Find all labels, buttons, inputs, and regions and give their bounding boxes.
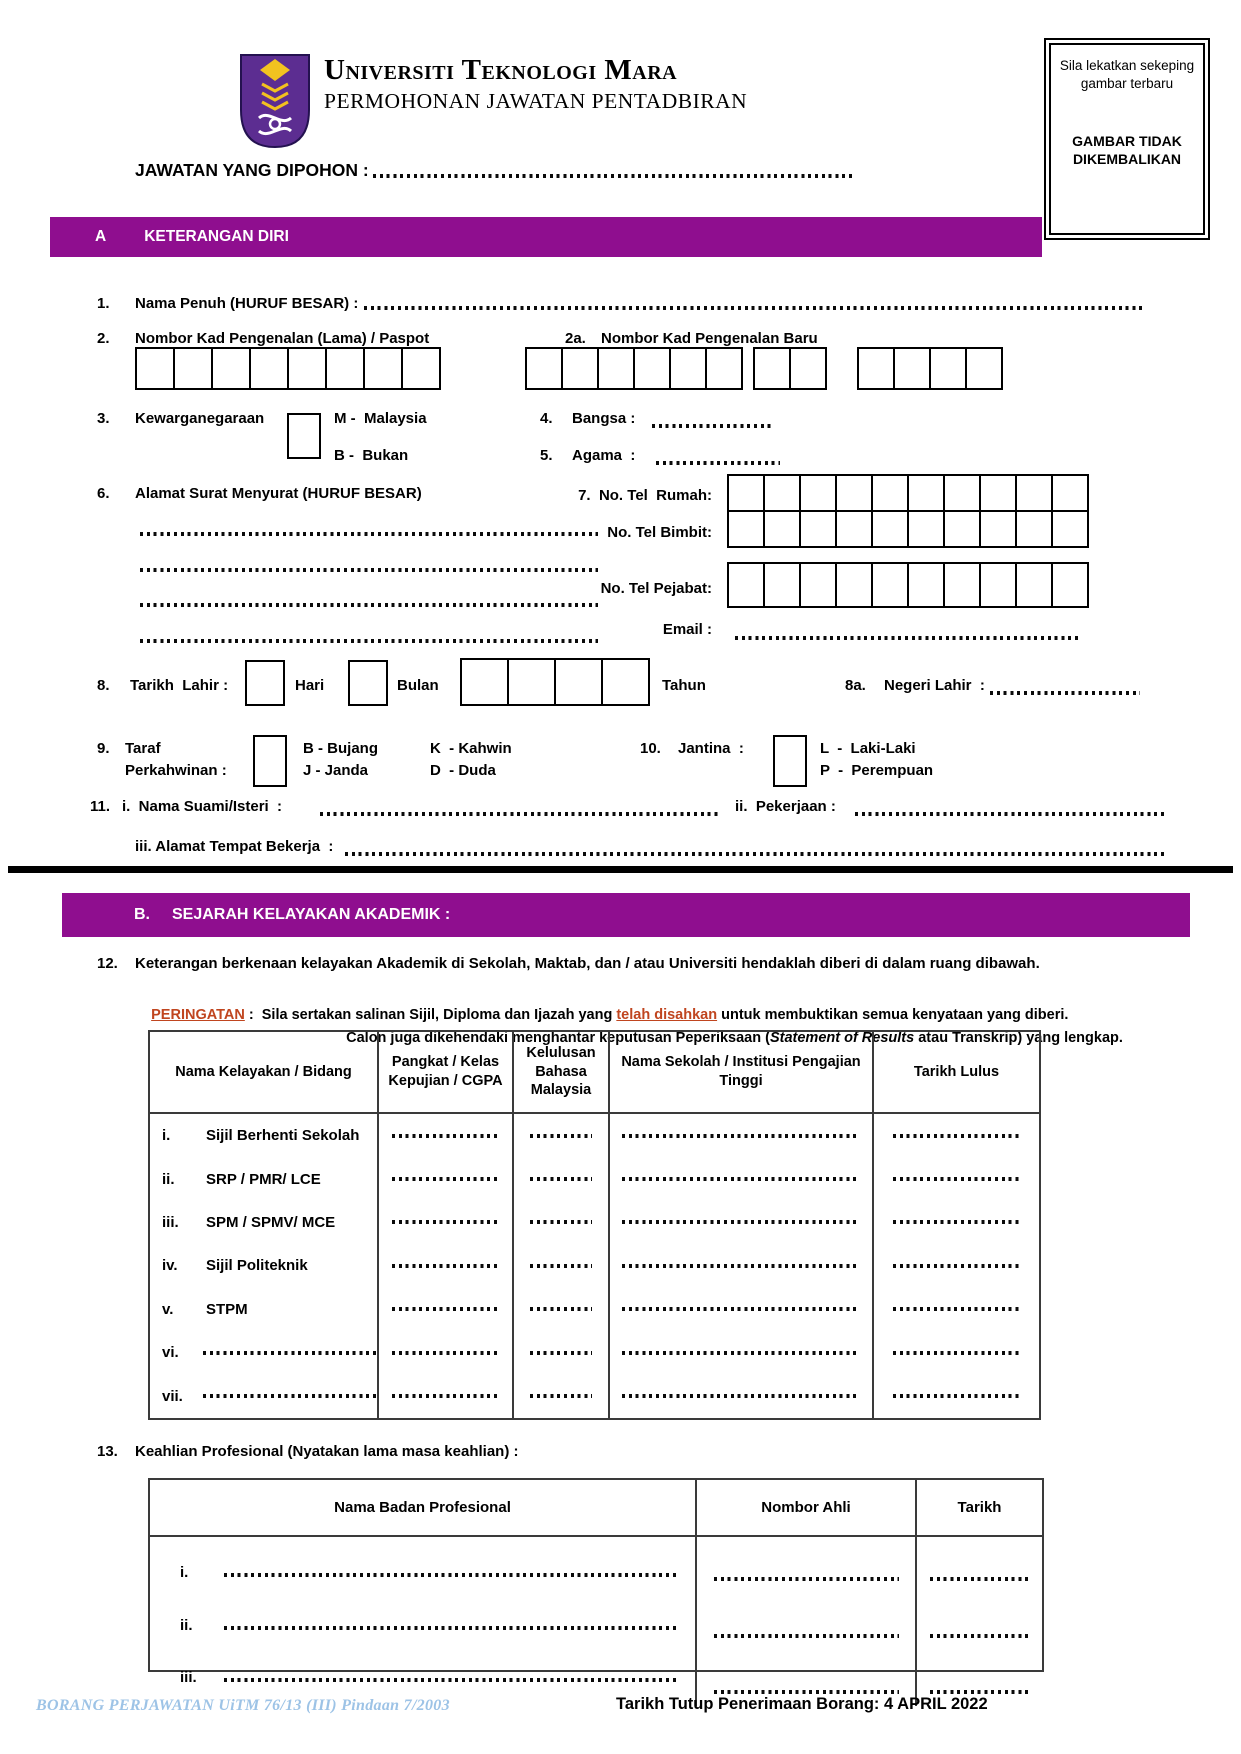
char-box[interactable]	[893, 347, 931, 390]
char-box[interactable]	[943, 474, 981, 512]
prof-col-tarikh	[917, 1537, 1042, 1706]
field-1-label: Nama Penuh (HURUF BESAR) :	[135, 295, 359, 312]
academic-header-kelayakan: Nama Kelayakan / Bidang	[150, 1032, 379, 1112]
char-box[interactable]	[871, 562, 909, 608]
marital-option-duda: D - Duda	[430, 762, 496, 779]
char-box[interactable]	[554, 658, 603, 706]
peringatan-link: telah disahkan	[616, 1007, 718, 1023]
field-1-number: 1.	[97, 295, 110, 312]
char-box[interactable]	[211, 347, 251, 390]
member-date-input-line[interactable]	[930, 1577, 1030, 1581]
marital-status-checkbox[interactable]	[253, 735, 287, 787]
spouse-job-input-line[interactable]	[855, 812, 1165, 816]
char-box[interactable]	[799, 474, 837, 512]
tahun-label: Tahun	[662, 677, 706, 694]
bulan-box[interactable]	[348, 660, 388, 706]
char-box[interactable]	[835, 510, 873, 548]
qualification-name: Sijil Berhenti Sekolah	[206, 1127, 360, 1145]
prof-body-name-input-line[interactable]	[224, 1626, 677, 1630]
academic-header-tarikh: Tarikh Lulus	[913, 1063, 1000, 1080]
field-10-label: Jantina :	[678, 740, 744, 757]
prof-header-nombor: Nombor Ahli	[697, 1480, 917, 1535]
char-box[interactable]	[979, 474, 1017, 512]
citizenship-checkbox[interactable]	[287, 413, 321, 459]
spouse-workplace-input-line[interactable]	[345, 852, 1165, 856]
prof-col-badan: i. ii. iii.	[150, 1537, 697, 1706]
field-8a-label: Negeri Lahir :	[884, 677, 985, 694]
negeri-lahir-input-line[interactable]	[990, 691, 1140, 695]
prof-header-tarikh: Tarikh	[957, 1498, 1002, 1516]
char-box[interactable]	[287, 347, 327, 390]
tel-pejabat-label: No. Tel Pejabat:	[600, 580, 712, 597]
tahun-boxes	[460, 658, 650, 706]
tel-rumah-label: No. Tel Rumah:	[598, 487, 712, 504]
school-input-line[interactable]	[622, 1307, 860, 1311]
field-7-number: 7.	[578, 487, 591, 504]
char-box[interactable]	[249, 347, 289, 390]
field-12-text: Keterangan berkenaan kelayakan Akademik di Sekolah, Maktab, dan / atau Universiti hendaklah diberi di dalam ruang dibawah.	[135, 955, 1040, 972]
grade-input-line[interactable]	[392, 1351, 500, 1355]
peringatan-word: PERINGATAN	[151, 1007, 245, 1023]
bangsa-input-line[interactable]	[652, 424, 772, 428]
qualification-name-input-line[interactable]	[203, 1351, 377, 1355]
field-4-label: Bangsa :	[572, 410, 636, 427]
photo-note: Sila lekatkan sekeping gambar terbaru	[1059, 58, 1195, 91]
pass-date-input-line[interactable]	[893, 1351, 1021, 1355]
char-box[interactable]	[763, 562, 801, 608]
section-a-title: KETERANGAN DIRI	[144, 228, 289, 245]
section-b-code: B.	[134, 906, 150, 923]
char-box[interactable]	[525, 347, 563, 390]
grade-input-line[interactable]	[392, 1220, 500, 1224]
field-2a-label: Nombor Kad Pengenalan Baru	[601, 330, 818, 347]
char-box[interactable]	[789, 347, 827, 390]
fullname-input-line[interactable]	[364, 306, 1145, 310]
marital-option-kahwin: K - Kahwin	[430, 740, 512, 757]
spouse-job-label: ii. Pekerjaan :	[735, 798, 836, 815]
prof-body-name-input-line[interactable]	[224, 1573, 677, 1577]
field-9-label-2: Perkahwinan :	[125, 762, 227, 779]
academic-col-pangkat	[379, 1114, 514, 1418]
school-input-line[interactable]	[622, 1264, 860, 1268]
char-box[interactable]	[979, 562, 1017, 608]
field-12-number: 12.	[97, 955, 118, 972]
address-line-3[interactable]	[140, 603, 598, 607]
field-10-number: 10.	[640, 740, 661, 757]
char-box[interactable]	[965, 347, 1003, 390]
char-box[interactable]	[507, 658, 556, 706]
address-line-4[interactable]	[140, 639, 598, 643]
peringatan-line-1: PERINGATAN : Sila sertakan salinan Sijil, Diploma dan Ijazah yang telah disahkan untuk membuktikan semua kenyataan yang diberi.	[151, 1007, 1069, 1023]
field-8a-number: 8a.	[845, 677, 866, 694]
uitm-logo-icon	[238, 52, 312, 150]
academic-col-bahasa	[514, 1114, 610, 1418]
peringatan-line-2: Calon juga dikehendaki menghantar keputusan Peperiksaan (Statement of Results atau Transkrip) yang lengkap.	[346, 1030, 1123, 1046]
academic-header-sekolah: Nama Sekolah / Institusi Pengajian Tinggi	[610, 1032, 874, 1112]
char-box[interactable]	[835, 474, 873, 512]
marital-option-janda: J - Janda	[303, 762, 369, 779]
hari-box[interactable]	[245, 660, 285, 706]
qualification-name: SRP / PMR/ LCE	[206, 1170, 321, 1188]
char-box[interactable]	[799, 562, 837, 608]
field-8-label: Tarikh Lahir :	[130, 677, 229, 694]
char-box[interactable]	[763, 510, 801, 548]
char-box[interactable]	[943, 562, 981, 608]
citizenship-option-bukan: B - Bukan	[334, 447, 409, 464]
qualification-name: SPM / SPMV/ MCE	[206, 1213, 336, 1231]
position-label: JAWATAN YANG DIPOHON :	[135, 160, 369, 180]
grade-input-line[interactable]	[392, 1134, 500, 1138]
photo-box	[1044, 38, 1210, 240]
marital-option-bujang: B - Bujang	[303, 740, 378, 757]
qualification-name: Sijil Politeknik	[206, 1257, 308, 1275]
char-box[interactable]	[907, 562, 945, 608]
section-b-title: SEJARAH KELAYAKAN AKADEMIK :	[172, 906, 451, 923]
field-13-label: Keahlian Profesional (Nyatakan lama masa keahlian) :	[135, 1443, 519, 1460]
member-date-input-line[interactable]	[930, 1634, 1030, 1638]
field-8-number: 8.	[97, 677, 110, 694]
position-input-line[interactable]	[373, 174, 855, 178]
char-box[interactable]	[727, 562, 765, 608]
field-9-label-1: Taraf	[125, 740, 161, 757]
field-3-number: 3.	[97, 410, 110, 427]
field-6-number: 6.	[97, 485, 110, 502]
pass-date-input-line[interactable]	[893, 1264, 1021, 1268]
prof-col-nombor	[697, 1537, 917, 1706]
field-4-number: 4.	[540, 410, 553, 427]
gender-option-lelaki: L - Laki-Laki	[820, 740, 916, 757]
section-divider	[8, 866, 1233, 873]
char-box[interactable]	[1051, 562, 1089, 608]
char-box[interactable]	[943, 510, 981, 548]
char-box[interactable]	[1015, 510, 1053, 548]
char-box[interactable]	[325, 347, 365, 390]
char-box[interactable]	[799, 510, 837, 548]
char-box[interactable]	[669, 347, 707, 390]
char-box[interactable]	[401, 347, 441, 390]
pass-date-input-line[interactable]	[893, 1394, 1021, 1398]
pass-date-input-line[interactable]	[893, 1134, 1021, 1138]
section-b-bar	[62, 893, 1190, 937]
bm-result-input-line[interactable]	[530, 1307, 592, 1311]
field-11-number: 11.	[90, 798, 111, 815]
grade-input-line[interactable]	[392, 1264, 500, 1268]
tel-pejabat-boxes	[727, 562, 1089, 608]
bm-result-input-line[interactable]	[530, 1134, 592, 1138]
field-3-label: Kewarganegaraan	[135, 410, 265, 427]
form-title: PERMOHONAN JAWATAN PENTADBIRAN	[324, 89, 748, 114]
academic-col-kelayakan: i. Sijil Berhenti Sekolah ii. SRP / PMR/ LCE iii. SPM / SPMV/ MCE iv. Sijil Politeknik v. STPM vi. vii.	[150, 1114, 379, 1418]
char-box[interactable]	[135, 347, 175, 390]
pass-date-input-line[interactable]	[893, 1220, 1021, 1224]
section-a-code: A	[95, 228, 107, 245]
bm-result-input-line[interactable]	[530, 1177, 592, 1181]
professional-table	[148, 1478, 1241, 1686]
member-number-input-line[interactable]	[714, 1577, 899, 1581]
email-input-line[interactable]	[735, 636, 1080, 640]
char-box[interactable]	[763, 474, 801, 512]
char-box[interactable]	[727, 510, 765, 548]
spouse-name-input-line[interactable]	[320, 812, 720, 816]
school-input-line[interactable]	[622, 1351, 860, 1355]
photo-warning: GAMBAR TIDAK DIKEMBALIKAN	[1072, 133, 1182, 168]
field-5-number: 5.	[540, 447, 553, 464]
tel-rumah-boxes	[727, 474, 1089, 512]
gender-option-perempuan: P - Perempuan	[820, 762, 934, 779]
school-input-line[interactable]	[622, 1134, 860, 1138]
char-box[interactable]	[597, 347, 635, 390]
tel-bimbit-boxes	[727, 510, 1089, 548]
field-2-label: Nombor Kad Pengenalan (Lama) / Paspot	[135, 330, 430, 347]
member-number-input-line[interactable]	[714, 1690, 899, 1694]
char-box[interactable]	[857, 347, 895, 390]
citizenship-option-malaysia: M - Malaysia	[334, 410, 427, 427]
tel-bimbit-label: No. Tel Bimbit:	[607, 524, 712, 541]
form-reference: BORANG PERJAWATAN UiTM 76/13 (III) Pindaan 7/2003	[36, 1697, 450, 1714]
prof-header-badan: Nama Badan Profesional	[150, 1480, 697, 1535]
char-box[interactable]	[727, 474, 765, 512]
char-box[interactable]	[363, 347, 403, 390]
agama-input-line[interactable]	[656, 461, 780, 465]
char-box[interactable]	[929, 347, 967, 390]
char-box[interactable]	[871, 510, 909, 548]
school-input-line[interactable]	[622, 1394, 860, 1398]
prof-body-name-input-line[interactable]	[224, 1678, 677, 1682]
bm-result-input-line[interactable]	[530, 1351, 592, 1355]
grade-input-line[interactable]	[392, 1394, 500, 1398]
ic-new-boxes	[525, 347, 1003, 390]
ic-old-boxes	[135, 347, 441, 390]
char-box[interactable]	[835, 562, 873, 608]
address-line-2[interactable]	[140, 568, 598, 572]
pass-date-input-line[interactable]	[893, 1307, 1021, 1311]
academic-table	[148, 1030, 1241, 1420]
academic-header-bahasa: Kelulusan Bahasa Malaysia	[514, 1032, 610, 1112]
hari-label: Hari	[295, 677, 325, 694]
email-label: Email :	[662, 621, 712, 638]
school-input-line[interactable]	[622, 1220, 860, 1224]
pass-date-input-line[interactable]	[893, 1177, 1021, 1181]
char-box[interactable]	[979, 510, 1017, 548]
grade-input-line[interactable]	[392, 1307, 500, 1311]
academic-col-tarikh	[874, 1114, 1039, 1418]
member-number-input-line[interactable]	[714, 1634, 899, 1638]
field-2-number: 2.	[97, 330, 110, 347]
university-title: Universiti Teknologi Mara	[324, 54, 678, 86]
bulan-label: Bulan	[397, 677, 439, 694]
bm-result-input-line[interactable]	[530, 1220, 592, 1224]
spouse-name-label: i. Nama Suami/Isteri :	[122, 798, 283, 815]
spouse-workplace-label: iii. Alamat Tempat Bekerja :	[135, 838, 334, 855]
closing-date: Tarikh Tutup Penerimaan Borang: 4 APRIL 2022	[616, 1695, 988, 1713]
char-box[interactable]	[561, 347, 599, 390]
bm-result-input-line[interactable]	[530, 1264, 592, 1268]
qualification-name-input-line[interactable]	[203, 1394, 377, 1398]
char-box[interactable]	[1015, 474, 1053, 512]
field-13-number: 13.	[97, 1443, 118, 1460]
char-box[interactable]	[1051, 474, 1089, 512]
char-box[interactable]	[633, 347, 671, 390]
academic-header-pangkat: Pangkat / Kelas Kepujian / CGPA	[379, 1032, 514, 1112]
char-box[interactable]	[460, 658, 509, 706]
academic-col-sekolah	[610, 1114, 874, 1418]
field-9-number: 9.	[97, 740, 110, 757]
char-box[interactable]	[601, 658, 650, 706]
qualification-name: STPM	[206, 1300, 248, 1318]
field-2a-number: 2a.	[565, 330, 586, 347]
field-5-label: Agama :	[572, 447, 636, 464]
section-a-bar	[50, 217, 1042, 257]
gender-checkbox[interactable]	[773, 735, 807, 787]
char-box[interactable]	[1051, 510, 1089, 548]
statement-of-results: Statement of Results	[769, 1030, 915, 1046]
field-6-label: Alamat Surat Menyurat (HURUF BESAR)	[135, 485, 422, 502]
member-date-input-line[interactable]	[930, 1690, 1030, 1694]
char-box[interactable]	[1015, 562, 1053, 608]
char-box[interactable]	[871, 474, 909, 512]
char-box[interactable]	[907, 474, 945, 512]
grade-input-line[interactable]	[392, 1177, 500, 1181]
char-box[interactable]	[173, 347, 213, 390]
char-box[interactable]	[753, 347, 791, 390]
school-input-line[interactable]	[622, 1177, 860, 1181]
char-box[interactable]	[705, 347, 743, 390]
bm-result-input-line[interactable]	[530, 1394, 592, 1398]
char-box[interactable]	[907, 510, 945, 548]
